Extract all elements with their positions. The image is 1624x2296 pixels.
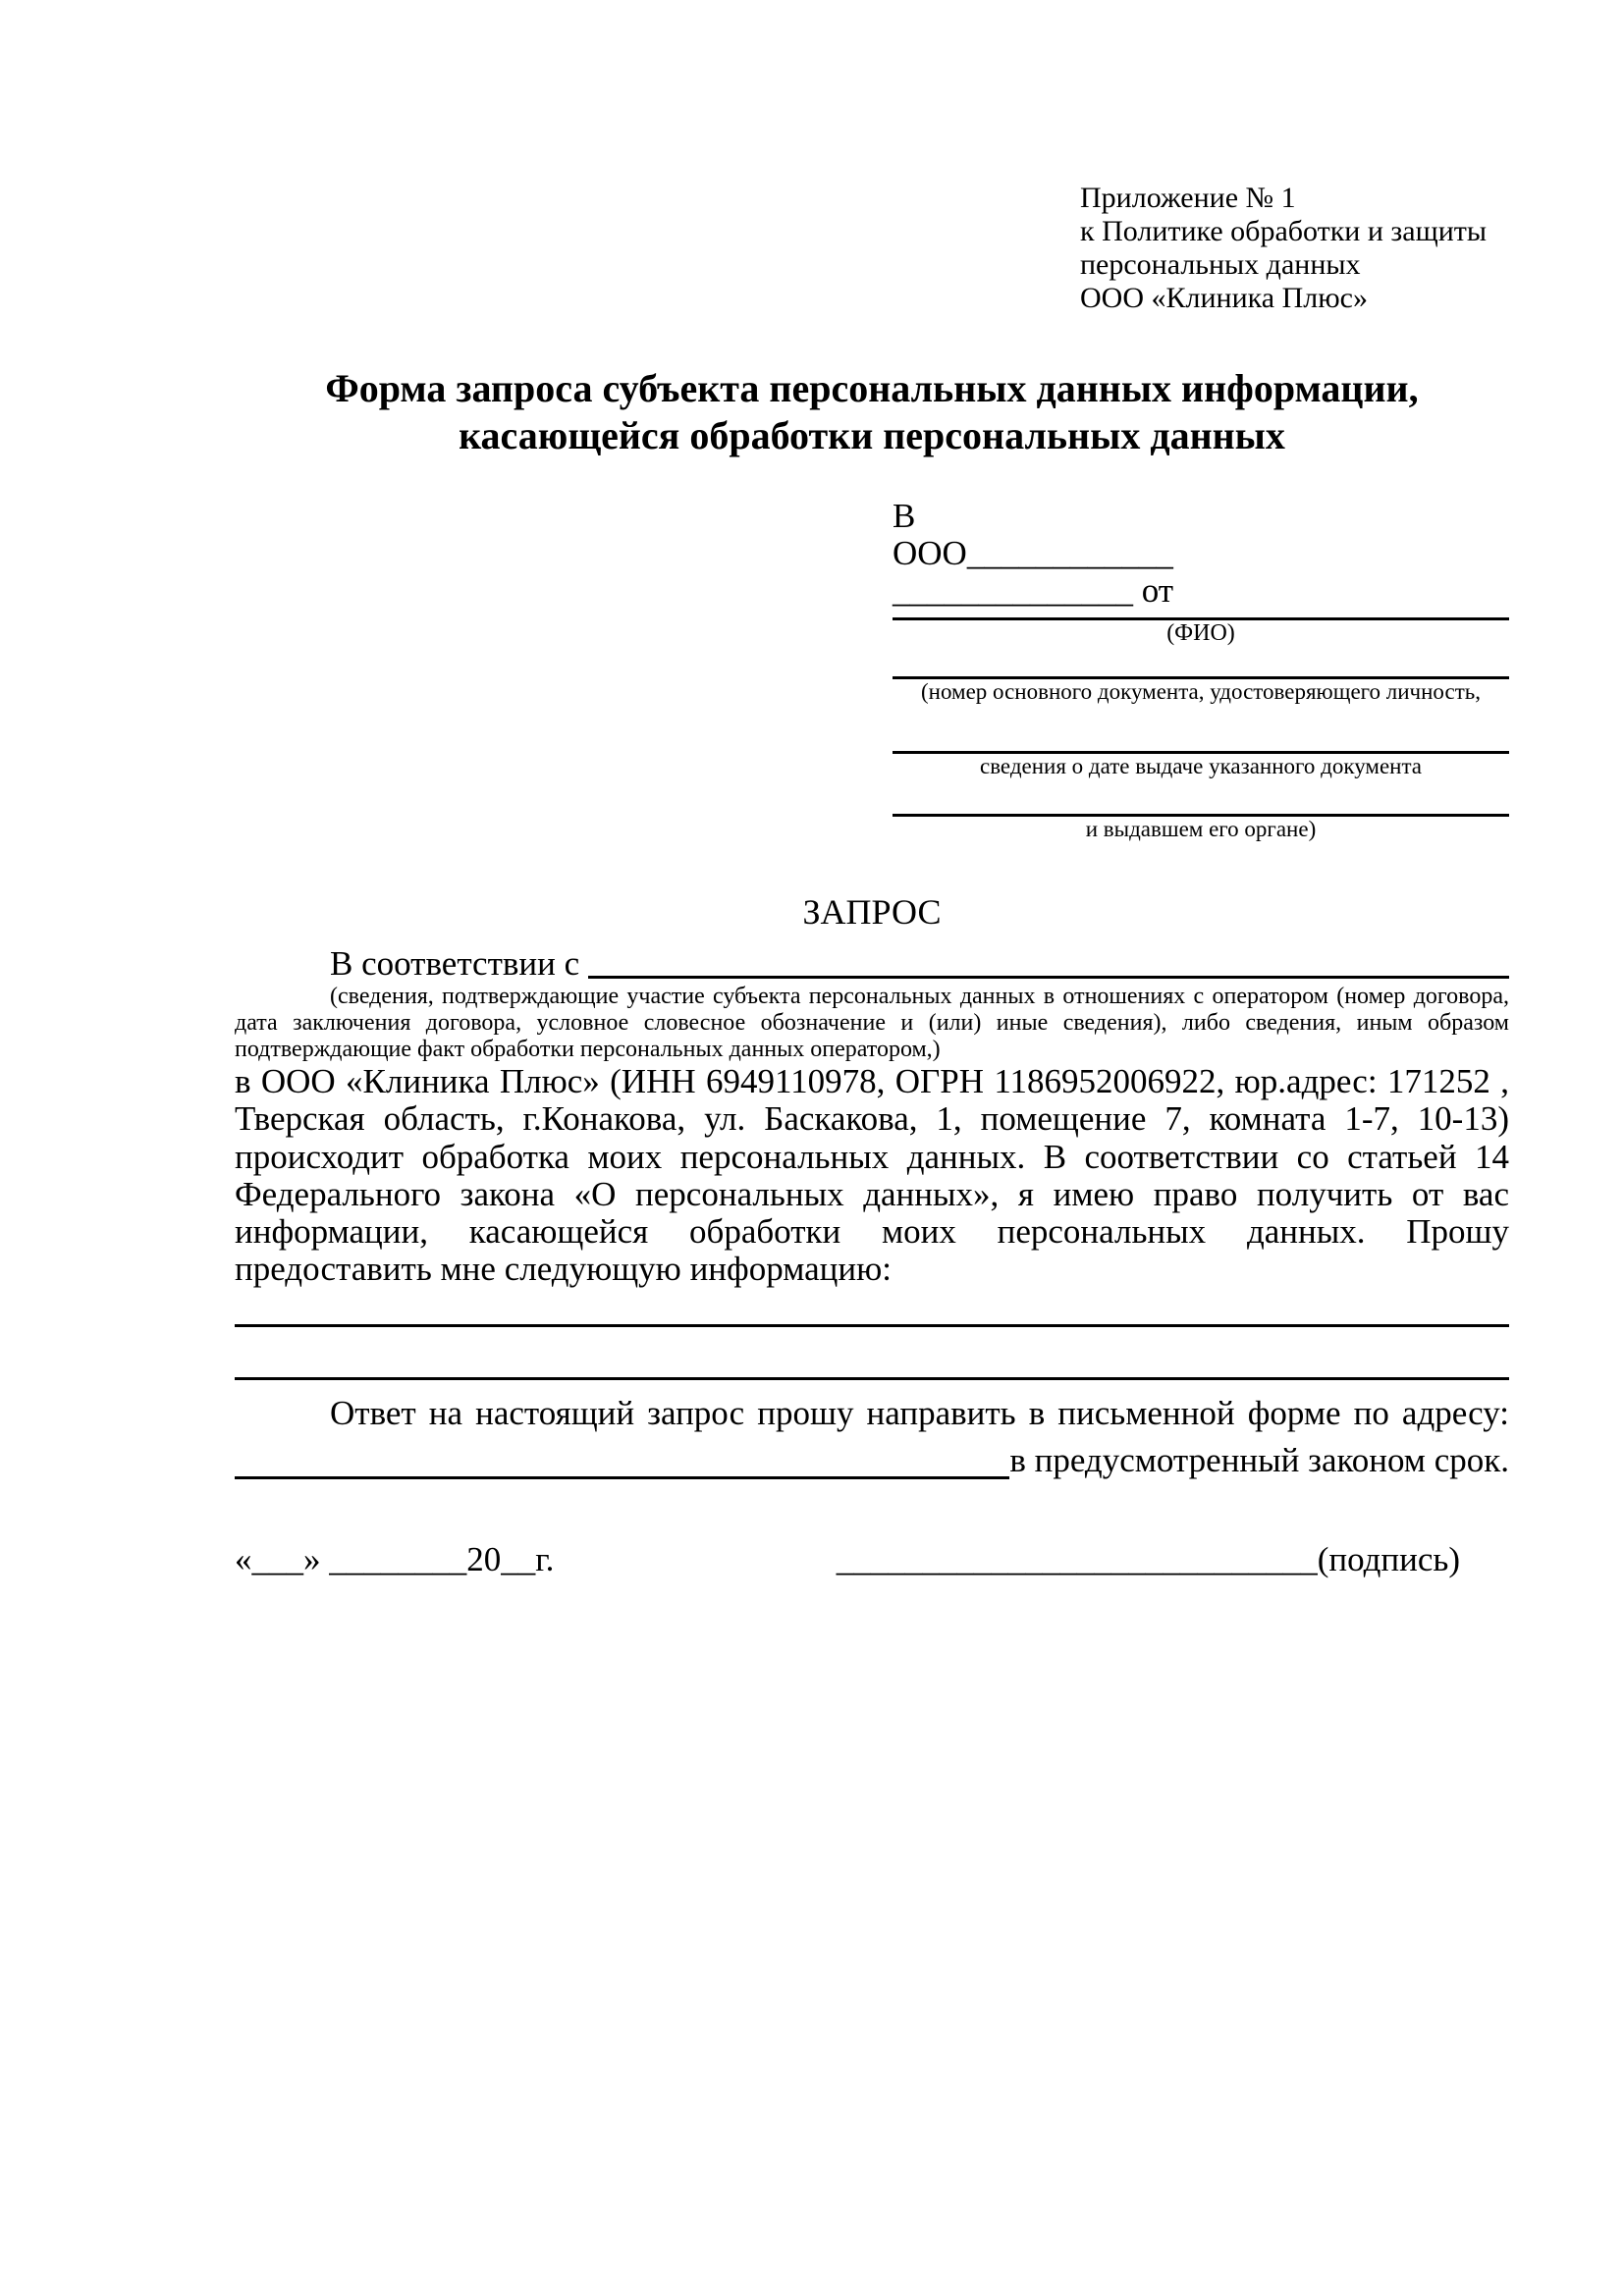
reply-address-line — [235, 1437, 1509, 1484]
footnote-text: (сведения, подтверждающие участие субъекта персональных данных в отношениях с оператором (номер договора, дата заключения договора, условное словесное обозначение и (или) иные сведения), либо сведения, иным образом подтверждающие факт обработки персональных данных оператором,) — [235, 984, 1509, 1062]
appendix-block — [1080, 182, 1509, 315]
issuer-blank-line — [893, 779, 1509, 817]
date-blank: «___» ________20__г. — [235, 1539, 555, 1578]
issuer-caption: и выдавшем его органе) — [1085, 817, 1317, 841]
document-number-caption: (номер основного документа, удостоверяющего личность, — [920, 679, 1481, 704]
addressee-from-blank: ______________ от — [893, 571, 1174, 610]
issue-date-caption: сведения о дате выдаче указанного документа — [979, 754, 1423, 778]
info-blank-line-2 — [235, 1377, 1509, 1380]
request-body-paragraph: в ООО «Клиника Плюс» (ИНН 6949110978, ОГРН 1186952006922, юр.адрес: 171252 , Тверская область, г.Конакова, ул. Баскакова, 1, помещение 7, комната 1-7, 10-13) происходит обработка моих персональных данных. В соответствии со статьей 14 Федерального закона «О персональных данных», я имею право получить от вас информации, касающейся обработки моих персональных данных. Прошу предоставить мне следующую информацию: — [235, 1062, 1509, 1289]
issue-date-blank-line — [893, 705, 1509, 754]
fio-caption: (ФИО) — [1166, 620, 1235, 646]
intro-line — [235, 944, 1509, 984]
signature-blank-line: ____________________________ — [836, 1539, 1318, 1578]
info-blank-line-1 — [235, 1324, 1509, 1327]
reply-paragraph: Ответ на настоящий запрос прошу направить в письменной форме по адресу: — [330, 1393, 1509, 1432]
intro-blank-line — [588, 976, 1509, 979]
fio-blank-line — [893, 610, 1509, 620]
addressee-to-label: В — [893, 497, 916, 535]
appendix-line-3: персональных данных — [1080, 248, 1361, 281]
reply-address-blank-line — [235, 1476, 1009, 1479]
signature-caption: (подпись) — [1317, 1539, 1460, 1578]
request-heading: ЗАПРОС — [802, 892, 942, 932]
addressee-block — [893, 498, 1509, 842]
signature-area — [837, 1540, 1460, 1579]
document-title-line-1: Форма запроса субъекта персональных данных информации, — [325, 366, 1419, 410]
document-number-blank-line — [893, 646, 1509, 679]
appendix-line-4: ООО «Клиника Плюс» — [1080, 282, 1368, 314]
reply-paragraph-suffix: в предусмотренный законом срок. — [1009, 1440, 1509, 1479]
document-title — [235, 365, 1509, 459]
document-title-line-2: касающейся обработки персональных данных — [459, 413, 1285, 457]
appendix-line-1: Приложение № 1 — [1080, 182, 1296, 214]
appendix-line-2: к Политике обработки и защиты — [1080, 215, 1488, 247]
addressee-org-blank: ООО____________ — [893, 534, 1173, 572]
intro-prefix: В соответствии с — [330, 944, 588, 983]
date-signature-row — [235, 1540, 1509, 1579]
